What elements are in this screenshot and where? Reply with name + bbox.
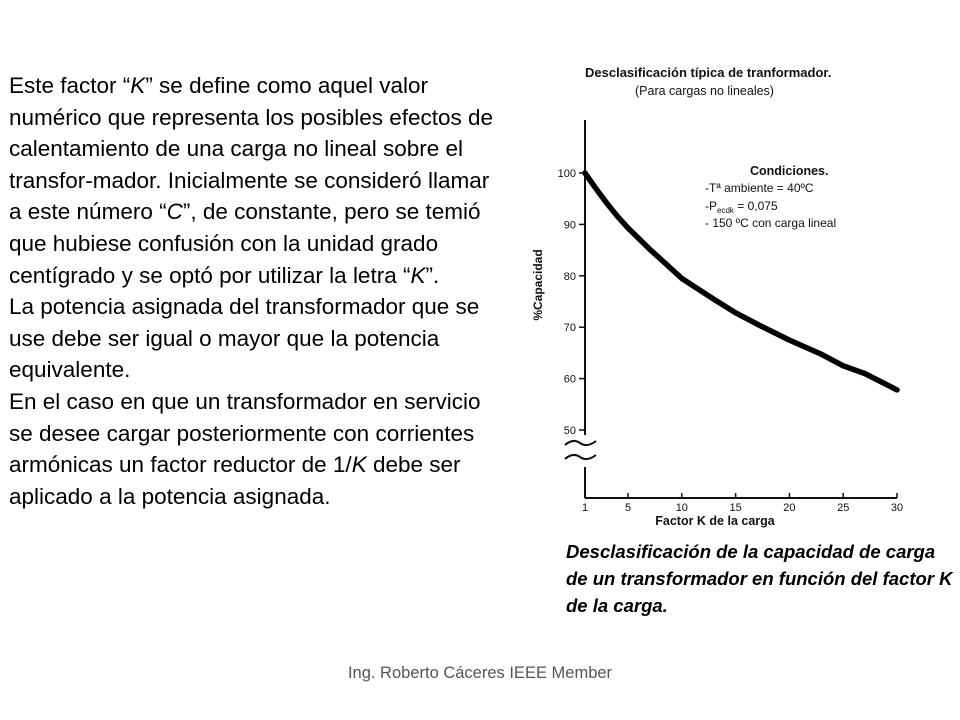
axis-break-mark [565,441,596,445]
body-text [9,70,499,512]
annotation-text: = 0,075 [733,199,778,213]
italic-letter: K [351,452,367,478]
data-point [647,247,652,252]
y-tick-label: 90 [563,219,576,232]
italic-letter: K [410,262,426,288]
data-point [755,322,760,327]
annotation-line [705,181,814,195]
data-point [733,310,738,315]
data-point [841,363,846,368]
text-run: ”. [425,262,440,288]
text-run: En el caso en que un transformador en servicio se desee cargar posteriormente con corrientes armónicas un factor reductor de 1/ [9,388,481,478]
x-tick-label: 15 [729,502,742,514]
chart-subtitle: (Para cargas no lineales) [635,84,774,98]
text-run: La potencia asignada del transformador que se use debe ser igual o mayor que la potencia equivalente. [9,294,480,383]
data-point [626,225,631,230]
text-run: ” se define como aquel valor numérico que representa los posibles efectos de calentamiento de una carga no lineal sobre el transfor-mador. Inicialmente se consideró llamar a este número “ [9,73,494,225]
data-point [862,371,867,376]
conditions-annotation [705,164,836,230]
paragraph-rated-power [9,291,499,386]
text-run: debe ser aplicado a la potencia asignada. [9,452,461,509]
italic-letter: K [130,73,146,98]
figure-caption: Desclasificación de la capacidad de carga de un transformador en función del factor K de la carga. [566,541,953,616]
derating-chart [520,55,920,530]
annotation-text: -Tª ambiente = 40ºC [705,181,814,195]
y-tick-label: 80 [563,270,576,283]
x-tick-label: 1 [581,502,589,514]
paragraph-reduction-factor [9,386,499,512]
y-axis-label: %Capacidad [531,249,545,321]
footer-author: Ing. Roberto Cáceres IEEE Member [347,664,613,682]
data-point [895,387,900,392]
axis-break-mark [565,455,596,459]
x-tick-label: 10 [675,502,688,514]
x-tick-label: 25 [837,502,850,514]
annotation-subscript: ecdk [717,206,734,215]
y-tick-label: 60 [563,373,576,386]
data-point [583,171,588,176]
text-run: Este factor “ [9,73,131,98]
x-ticks [582,493,903,514]
text-run: ”, de constante, pero se temió que hubiese confusión con la unidad grado centígrado y se optó por utilizar la letra “ [9,199,481,288]
x-tick-label: 5 [624,502,632,514]
annotation-line [705,216,836,230]
data-point [615,214,620,219]
y-tick-label: 70 [563,322,576,335]
italic-letter: C [166,199,183,225]
annotation-heading: Condiciones. [750,164,829,178]
annotation-text: -P [705,199,717,213]
data-point [593,186,598,191]
data-point [604,200,609,205]
x-tick-label: 20 [783,502,796,514]
y-tick-label: 50 [563,425,576,437]
y-ticks [558,168,585,437]
annotation-text: - 150 ºC con carga lineal [705,216,837,230]
chart-title: Desclasificación típica de tranformador. [585,65,832,80]
data-point [679,276,684,281]
data-point [819,352,824,357]
y-tick-label: 100 [557,168,576,180]
x-axis-label: Factor K de la carga [655,514,775,528]
data-point [787,338,792,343]
x-tick-label: 30 [890,502,904,514]
annotation-line [705,199,778,215]
paragraph-k-definition [9,70,499,291]
data-point [712,297,717,302]
